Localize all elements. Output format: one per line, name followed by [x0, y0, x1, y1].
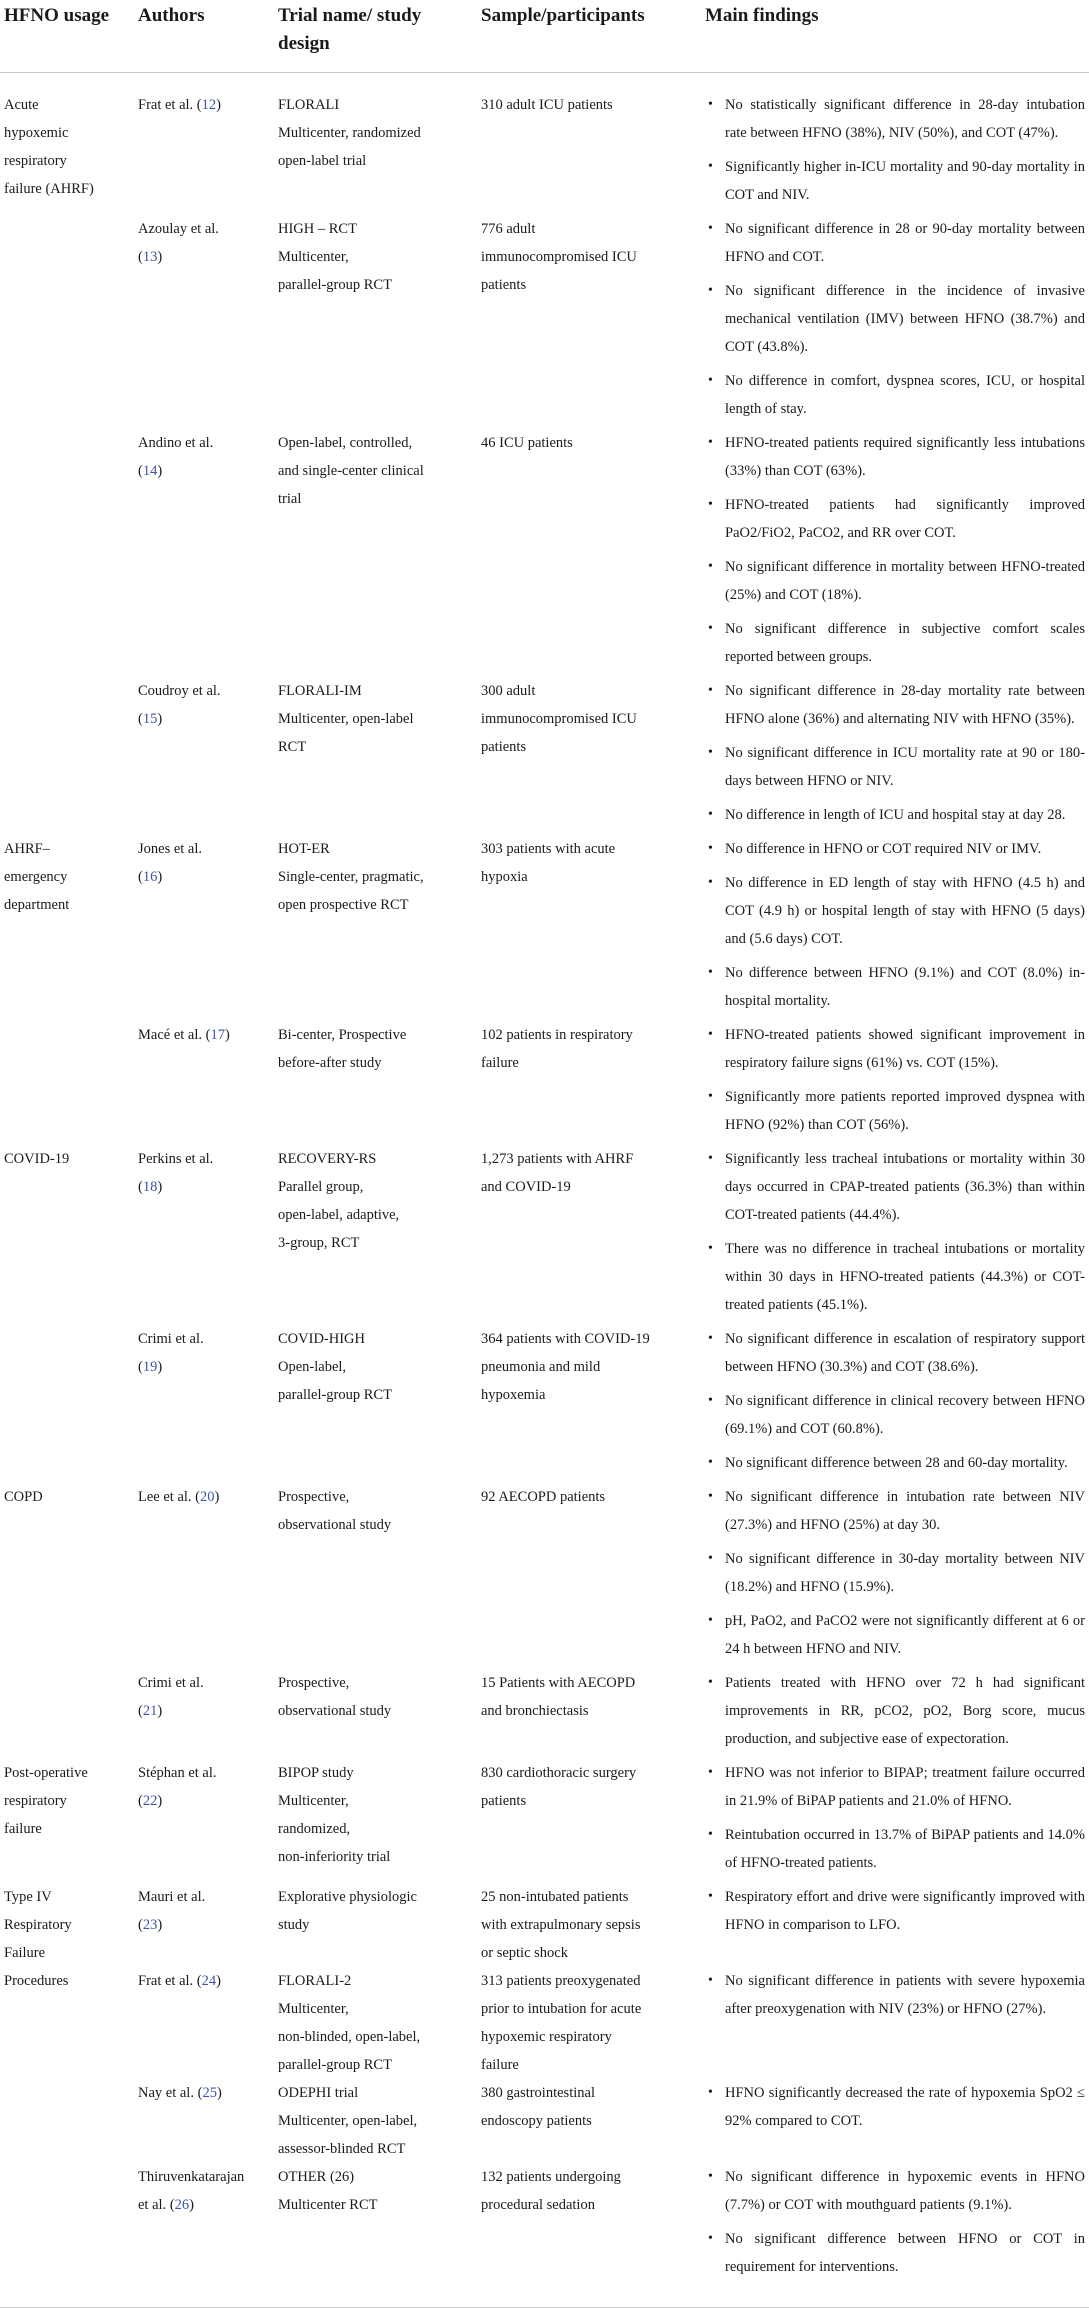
author-text: Thiruvenkatarajan	[138, 2169, 245, 2185]
reference-link[interactable]: 14	[142, 463, 158, 479]
sample-line: patients	[481, 739, 527, 755]
sample-line: 313 patients preoxygenated	[481, 1973, 641, 1989]
author-line: Lee et al. (20)	[138, 1489, 220, 1505]
trial-design-cell	[274, 677, 477, 835]
findings-list	[705, 215, 1085, 429]
trial-design-line: Single-center, pragmatic,	[278, 869, 424, 885]
trial-design-line: trial	[278, 491, 302, 507]
hfno-usage-cell	[0, 73, 134, 216]
sample-cell	[477, 1021, 701, 1145]
trial-design-line: Prospective,	[278, 1489, 350, 1505]
finding-item: • No difference in length of ICU and hospital stay at day 28.	[705, 801, 1085, 835]
hfno-usage-line: failure (AHRF)	[4, 181, 94, 197]
findings-list	[705, 91, 1085, 215]
table-row	[0, 1483, 1089, 1669]
findings-cell	[701, 1759, 1089, 1883]
trial-design-line: open-label, adaptive,	[278, 1207, 400, 1223]
table-row	[0, 2079, 1089, 2163]
trial-design-line: RCT	[278, 739, 307, 755]
author-ref-line: (14)	[138, 463, 163, 479]
hfno-usage-line: Type IV	[4, 1889, 52, 1905]
sample-line: hypoxemia	[481, 1387, 546, 1403]
reference-link[interactable]: 15	[142, 711, 158, 727]
trial-design-cell	[274, 215, 477, 429]
author-text: Macé et al.	[138, 1027, 203, 1043]
author-ref-line: (16)	[138, 869, 163, 885]
author-ref-line: (18)	[138, 1179, 163, 1195]
findings-cell	[701, 2079, 1089, 2163]
hfno-usage-cell	[0, 1483, 134, 1669]
finding-item: • pH, PaO2, and PaCO2 were not significantly different at 6 or 24 h between HFNO and NIV.	[705, 1607, 1085, 1669]
finding-item: • No significant difference in 30-day mortality between NIV (18.2%) and HFNO (15.9%).	[705, 1545, 1085, 1607]
findings-cell	[701, 1145, 1089, 1325]
sample-cell	[477, 1483, 701, 1669]
table-bottom-rule	[0, 2287, 1089, 2308]
finding-item: • Respiratory effort and drive were significantly improved with HFNO in comparison to LFO.	[705, 1883, 1085, 1945]
findings-cell	[701, 835, 1089, 1021]
sample-line: 300 adult	[481, 683, 536, 699]
findings-list	[705, 1145, 1085, 1325]
finding-item: • Significantly more patients reported improved dyspnea with HFNO (92%) than COT (56%).	[705, 1083, 1085, 1145]
finding-item: • No significant difference in hypoxemic events in HFNO (7.7%) or COT with mouthguard patients (9.1%).	[705, 2163, 1085, 2225]
author-text: Mauri et al.	[138, 1889, 206, 1905]
trial-design-line: Open-label,	[278, 1359, 347, 1375]
findings-cell	[701, 73, 1089, 216]
trial-design-cell	[274, 1759, 477, 1883]
hfno-usage-line: COVID-19	[4, 1151, 70, 1167]
hfno-usage-line: Procedures	[4, 1973, 69, 1989]
findings-cell	[701, 677, 1089, 835]
trial-design-line: Multicenter, randomized	[278, 125, 421, 141]
reference-link[interactable]: 20	[200, 1489, 215, 1505]
findings-list	[705, 1759, 1085, 1883]
sample-line: patients	[481, 277, 527, 293]
finding-item: • No significant difference in ICU mortality rate at 90 or 180-days between HFNO or NIV.	[705, 739, 1085, 801]
finding-item: • No difference in comfort, dyspnea scores, ICU, or hospital length of stay.	[705, 367, 1085, 429]
trial-design-line: randomized,	[278, 1821, 351, 1837]
hfno-usage-cell	[0, 1967, 134, 2079]
table-row	[0, 1325, 1089, 1483]
hfno-usage-line: Respiratory	[4, 1917, 72, 1933]
author-line: Frat et al. (24)	[138, 1973, 221, 1989]
table-row	[0, 1759, 1089, 1883]
trial-design-cell	[274, 2079, 477, 2163]
hfno-usage-cell	[0, 1145, 134, 1325]
hfno-usage-cell	[0, 1883, 134, 1967]
author-text: Frat et al.	[138, 97, 194, 113]
author-text: Frat et al.	[138, 1973, 194, 1989]
trial-design-line: parallel-group RCT	[278, 2057, 392, 2073]
author-ref-line: (22)	[138, 1793, 163, 1809]
author-line	[138, 1883, 270, 1911]
finding-item: • Significantly less tracheal intubations or mortality within 30 days occurred in CPAP-treated patients (36.3%) than within COT-treated patients (44.4%).	[705, 1145, 1085, 1235]
finding-item: • No difference between HFNO (9.1%) and COT (8.0%) in-hospital mortality.	[705, 959, 1085, 1021]
reference-link[interactable]: 19	[142, 1359, 158, 1375]
finding-item: • No significant difference between 28 and 60-day mortality.	[705, 1449, 1085, 1483]
trial-design-cell	[274, 1145, 477, 1325]
findings-cell	[701, 1669, 1089, 1759]
trial-design-line: 3-group, RCT	[278, 1235, 360, 1251]
table-row	[0, 1021, 1089, 1145]
trial-design-cell	[274, 1883, 477, 1967]
finding-item: • No significant difference in the incidence of invasive mechanical ventilation (IMV) between HFNO (38.7%) and COT (43.8%).	[705, 277, 1085, 367]
reference-link[interactable]: 21	[142, 1703, 158, 1719]
trial-design-cell	[274, 1021, 477, 1145]
author-line	[138, 1145, 270, 1173]
finding-item: • No significant difference in 28-day mortality rate between HFNO alone (36%) and alternating NIV with HFNO (35%).	[705, 677, 1085, 739]
hfno-usage-cell	[0, 835, 134, 1021]
table-row	[0, 835, 1089, 1021]
sample-cell	[477, 1967, 701, 2079]
table-row	[0, 2163, 1089, 2287]
finding-item: • Patients treated with HFNO over 72 h had significant improvements in RR, pCO2, pO2, Borg score, mucus production, and subjective ease of expectoration.	[705, 1669, 1085, 1759]
trial-design-cell	[274, 2163, 477, 2287]
reference-link[interactable]: 22	[142, 1793, 158, 1809]
sample-line: failure	[481, 2057, 519, 2073]
trial-design-cell	[274, 835, 477, 1021]
hfno-usage-line: respiratory	[4, 153, 67, 169]
trial-design-line: before-after study	[278, 1055, 382, 1071]
author-cell	[134, 677, 274, 835]
sample-line: hypoxemic respiratory	[481, 2029, 612, 2045]
table-row	[0, 215, 1089, 429]
sample-line: failure	[481, 1055, 519, 1071]
hfno-usage-cell	[0, 2079, 134, 2163]
hfno-usage-cell	[0, 2163, 134, 2287]
reference-link[interactable]: 24	[201, 1973, 217, 1989]
findings-list	[705, 1967, 1085, 2029]
finding-item: • HFNO-treated patients had significantly improved PaO2/FiO2, PaCO2, and RR over COT.	[705, 491, 1085, 553]
sample-line: 92 AECOPD patients	[481, 1489, 606, 1505]
findings-cell	[701, 429, 1089, 677]
trial-design-line: Open-label, controlled,	[278, 435, 413, 451]
findings-cell	[701, 1967, 1089, 2079]
trial-design-line: FLORALI-2	[278, 1973, 352, 1989]
author-line	[138, 1325, 270, 1353]
hfno-usage-line: hypoxemic	[4, 125, 69, 141]
trial-design-line: RECOVERY-RS	[278, 1151, 377, 1167]
hfno-usage-line: failure	[4, 1821, 42, 1837]
findings-list	[705, 2079, 1085, 2141]
reference-link[interactable]: 18	[142, 1179, 158, 1195]
trial-design-line: Bi-center, Prospective	[278, 1027, 407, 1043]
finding-item: • No significant difference in subjective comfort scales reported between groups.	[705, 615, 1085, 677]
author-line	[138, 215, 270, 243]
trial-design-line: BIPOP study	[278, 1765, 354, 1781]
sample-cell	[477, 215, 701, 429]
author-ref-line: (23)	[138, 1917, 163, 1933]
trial-design-line: Explorative physiologic	[278, 1889, 417, 1905]
findings-cell	[701, 2163, 1089, 2287]
findings-list	[705, 1883, 1085, 1945]
header-hfno-usage: HFNO usage	[0, 0, 134, 73]
sample-line: and bronchiectasis	[481, 1703, 589, 1719]
sample-line: prior to intubation for acute	[481, 2001, 642, 2017]
trial-design-line: Parallel group,	[278, 1179, 364, 1195]
hfno-usage-cell	[0, 1021, 134, 1145]
table-row	[0, 1967, 1089, 2079]
reference-link[interactable]: 13	[142, 249, 158, 265]
author-text: Lee et al.	[138, 1489, 192, 1505]
trial-design-line: Multicenter,	[278, 1793, 349, 1809]
trial-design-line: Prospective,	[278, 1675, 350, 1691]
trial-design-line: Multicenter, open-label	[278, 711, 414, 727]
finding-item: • No significant difference in escalation of respiratory support between HFNO (30.3%) and COT (38.6%).	[705, 1325, 1085, 1387]
trial-design-line: observational study	[278, 1703, 392, 1719]
author-text: Azoulay et al.	[138, 221, 219, 237]
author-line: Macé et al. (17)	[138, 1027, 230, 1043]
finding-item: • No significant difference in patients with severe hypoxemia after preoxygenation with NIV (23%) or HFNO (27%).	[705, 1967, 1085, 2029]
author-cell	[134, 429, 274, 677]
sample-line: with extrapulmonary sepsis	[481, 1917, 641, 1933]
findings-list	[705, 835, 1085, 1021]
author-cell	[134, 1483, 274, 1669]
bottom-rule-cell	[701, 2287, 1089, 2308]
reference-link[interactable]: 16	[142, 869, 158, 885]
findings-list	[705, 1483, 1085, 1669]
table-row	[0, 73, 1089, 216]
table-row	[0, 677, 1089, 835]
trial-design-line: parallel-group RCT	[278, 1387, 392, 1403]
author-cell	[134, 1967, 274, 2079]
author-cell	[134, 1759, 274, 1883]
trial-design-line: HOT-ER	[278, 841, 330, 857]
table-row	[0, 1145, 1089, 1325]
author-cell	[134, 73, 274, 216]
sample-cell	[477, 1759, 701, 1883]
finding-item: • No difference in ED length of stay with HFNO (4.5 h) and COT (4.9 h) or hospital length of stay with HFNO (5 days) and (5.6 days) COT.	[705, 869, 1085, 959]
sample-line: 380 gastrointestinal	[481, 2085, 595, 2101]
author-text: Jones et al.	[138, 841, 203, 857]
trial-design-line: non-inferiority trial	[278, 1849, 391, 1865]
sample-cell	[477, 1325, 701, 1483]
author-ref-line: (19)	[138, 1359, 163, 1375]
author-cell	[134, 1145, 274, 1325]
findings-list	[705, 429, 1085, 677]
author-cell	[134, 1021, 274, 1145]
sample-cell	[477, 2079, 701, 2163]
author-text: Crimi et al.	[138, 1331, 204, 1347]
findings-list	[705, 1021, 1085, 1145]
sample-cell	[477, 73, 701, 216]
author-cell	[134, 1669, 274, 1759]
reference-link[interactable]: 17	[210, 1027, 225, 1043]
hfno-usage-line: Acute	[4, 97, 39, 113]
finding-item: • HFNO was not inferior to BIPAP; treatment failure occurred in 21.9% of BiPAP patients and 21.0% of HFNO.	[705, 1759, 1085, 1821]
finding-item: • HFNO-treated patients required significantly less intubations (33%) than COT (63%).	[705, 429, 1085, 491]
hfno-usage-line: emergency	[4, 869, 68, 885]
trial-design-cell	[274, 1967, 477, 2079]
sample-line: immunocompromised ICU	[481, 249, 637, 265]
sample-line: hypoxia	[481, 869, 528, 885]
findings-cell	[701, 1483, 1089, 1669]
findings-list	[705, 1325, 1085, 1483]
trial-design-line: HIGH – RCT	[278, 221, 357, 237]
hfno-usage-line: COPD	[4, 1489, 43, 1505]
author-line: Frat et al. (12)	[138, 97, 221, 113]
sample-line: and COVID-19	[481, 1179, 571, 1195]
author-line: Nay et al. (25)	[138, 2085, 222, 2101]
hfno-usage-cell	[0, 429, 134, 677]
trial-design-line: study	[278, 1917, 310, 1933]
trial-design-line: Multicenter,	[278, 249, 349, 265]
hfno-usage-line: Failure	[4, 1945, 46, 1961]
trial-design-cell	[274, 73, 477, 216]
finding-item: • HFNO-treated patients showed significant improvement in respiratory failure signs (61%) vs. COT (15%).	[705, 1021, 1085, 1083]
sample-line: endoscopy patients	[481, 2113, 592, 2129]
author-text: Stéphan et al.	[138, 1765, 217, 1781]
sample-line: 15 Patients with AECOPD	[481, 1675, 636, 1691]
author-cell	[134, 1325, 274, 1483]
bottom-rule-cell	[134, 2287, 274, 2308]
sample-line: 132 patients undergoing	[481, 2169, 621, 2185]
trial-design-line: FLORALI	[278, 97, 340, 113]
trial-design-line: open prospective RCT	[278, 897, 409, 913]
findings-cell	[701, 1325, 1089, 1483]
findings-list	[705, 1669, 1085, 1759]
sample-line: or septic shock	[481, 1945, 568, 1961]
finding-item: • HFNO significantly decreased the rate of hypoxemia SpO2 ≤ 92% compared to COT.	[705, 2079, 1085, 2141]
bottom-rule-cell	[477, 2287, 701, 2308]
author-line	[138, 2163, 270, 2191]
trial-design-cell	[274, 429, 477, 677]
sample-line: 776 adult	[481, 221, 536, 237]
sample-cell	[477, 677, 701, 835]
finding-item: • No difference in HFNO or COT required NIV or IMV.	[705, 835, 1085, 869]
trial-design-line: Multicenter, open-label,	[278, 2113, 418, 2129]
author-text: Perkins et al.	[138, 1151, 214, 1167]
table-row	[0, 1669, 1089, 1759]
trial-design-line: and single-center clinical	[278, 463, 424, 479]
author-cell	[134, 835, 274, 1021]
author-text: Coudroy et al.	[138, 683, 221, 699]
finding-item: • No significant difference in intubation rate between NIV (27.3%) and HFNO (25%) at day 30.	[705, 1483, 1085, 1545]
trial-design-line: observational study	[278, 1517, 392, 1533]
bottom-rule-cell	[274, 2287, 477, 2308]
finding-item: • No significant difference in 28 or 90-day mortality between HFNO and COT.	[705, 215, 1085, 277]
hfno-usage-cell	[0, 215, 134, 429]
bottom-rule-cell	[0, 2287, 134, 2308]
reference-link[interactable]: 25	[202, 2085, 217, 2101]
finding-item: • No significant difference in mortality between HFNO-treated (25%) and COT (18%).	[705, 553, 1085, 615]
sample-line: pneumonia and mild	[481, 1359, 601, 1375]
sample-line: 1,273 patients with AHRF	[481, 1151, 634, 1167]
hfno-usage-cell	[0, 1759, 134, 1883]
sample-line: patients	[481, 1793, 527, 1809]
sample-line: 303 patients with acute	[481, 841, 616, 857]
findings-cell	[701, 215, 1089, 429]
author-line	[138, 429, 270, 457]
finding-item: • Reintubation occurred in 13.7% of BiPAP patients and 14.0% of HFNO-treated patients.	[705, 1821, 1085, 1883]
hfno-usage-cell	[0, 1669, 134, 1759]
author-text: Andino et al.	[138, 435, 214, 451]
trial-design-line: parallel-group RCT	[278, 277, 392, 293]
trial-design-line: assessor-blinded RCT	[278, 2141, 406, 2157]
sample-line: immunocompromised ICU	[481, 711, 637, 727]
sample-cell	[477, 429, 701, 677]
trial-design-cell	[274, 1325, 477, 1483]
author-cell	[134, 2079, 274, 2163]
trial-design-line: ODEPHI trial	[278, 2085, 359, 2101]
hfno-usage-line: respiratory	[4, 1793, 67, 1809]
author-ref-line: (13)	[138, 249, 163, 265]
sample-line: procedural sedation	[481, 2197, 595, 2213]
finding-item: • Significantly higher in-ICU mortality and 90-day mortality in COT and NIV.	[705, 153, 1085, 215]
author-cell	[134, 1883, 274, 1967]
finding-item: • No statistically significant difference in 28-day intubation rate between HFNO (38%), NIV (50%), and COT (47%).	[705, 91, 1085, 153]
author-line: et al. (26)	[138, 2197, 194, 2213]
findings-cell	[701, 1883, 1089, 1967]
table-row	[0, 429, 1089, 677]
finding-item: • No significant difference in clinical recovery between HFNO (69.1%) and COT (60.8%).	[705, 1387, 1085, 1449]
findings-cell	[701, 1021, 1089, 1145]
sample-line: 364 patients with COVID-19	[481, 1331, 650, 1347]
sample-line: 830 cardiothoracic surgery	[481, 1765, 637, 1781]
header-findings: Main findings	[701, 0, 1089, 73]
trial-design-line: open-label trial	[278, 153, 367, 169]
author-text: et al.	[138, 2197, 167, 2213]
hfno-usage-cell	[0, 677, 134, 835]
table-row	[0, 1883, 1089, 1967]
findings-list	[705, 2163, 1085, 2287]
trial-design-line: OTHER (26)	[278, 2169, 355, 2185]
trial-design-line: COVID-HIGH	[278, 1331, 365, 1347]
trial-design-line: Multicenter,	[278, 2001, 349, 2017]
findings-list	[705, 677, 1085, 835]
hfno-usage-line: department	[4, 897, 70, 913]
hfno-usage-line: Post-operative	[4, 1765, 88, 1781]
header-authors: Authors	[134, 0, 274, 73]
trial-design-cell	[274, 1669, 477, 1759]
author-cell	[134, 2163, 274, 2287]
author-cell	[134, 215, 274, 429]
header-row	[0, 0, 1089, 73]
sample-line: 310 adult ICU patients	[481, 97, 613, 113]
author-line	[138, 1669, 270, 1697]
header-trial-design: Trial name/ study design	[274, 0, 477, 73]
author-line	[138, 677, 270, 705]
sample-cell	[477, 1669, 701, 1759]
hfno-usage-cell	[0, 1325, 134, 1483]
reference-link[interactable]: 23	[142, 1917, 158, 1933]
author-ref-line: (21)	[138, 1703, 163, 1719]
sample-cell	[477, 835, 701, 1021]
hfno-usage-line: AHRF–	[4, 841, 50, 857]
sample-line: 25 non-intubated patients	[481, 1889, 629, 1905]
sample-line: 102 patients in respiratory	[481, 1027, 633, 1043]
trial-design-line: FLORALI-IM	[278, 683, 362, 699]
finding-item: • No significant difference between HFNO or COT in requirement for interventions.	[705, 2225, 1085, 2287]
sample-cell	[477, 2163, 701, 2287]
trial-design-cell	[274, 1483, 477, 1669]
sample-cell	[477, 1145, 701, 1325]
sample-cell	[477, 1883, 701, 1967]
trial-design-line: Multicenter RCT	[278, 2197, 378, 2213]
sample-line: 46 ICU patients	[481, 435, 573, 451]
trial-design-line: non-blinded, open-label,	[278, 2029, 421, 2045]
author-ref-line: (15)	[138, 711, 163, 727]
reference-link[interactable]: 12	[201, 97, 217, 113]
author-text: Crimi et al.	[138, 1675, 204, 1691]
finding-item: • There was no difference in tracheal intubations or mortality within 30 days in HFNO-treated patients (44.3%) or COT-treated patients (45.1%).	[705, 1235, 1085, 1325]
header-sample: Sample/participants	[477, 0, 701, 73]
reference-link[interactable]: 26	[174, 2197, 190, 2213]
author-line	[138, 835, 270, 863]
author-text: Nay et al.	[138, 2085, 194, 2101]
author-line	[138, 1759, 270, 1787]
